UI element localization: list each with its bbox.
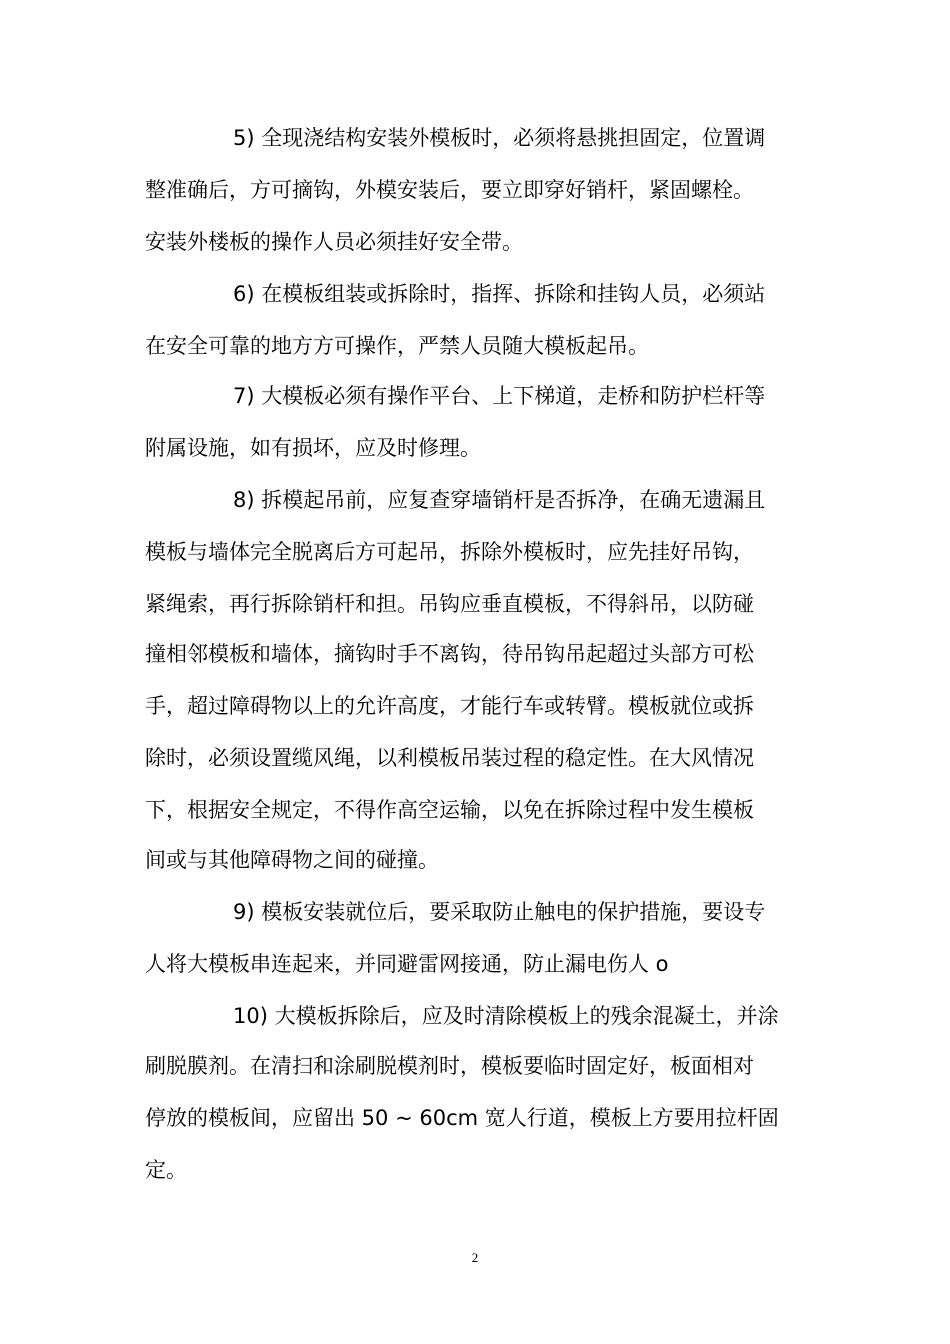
paragraph-7-line-2: 附属设施，如有损坏，应及时修理。: [145, 436, 481, 460]
paragraph-10-line-1: 10) 大模板拆除后，应及时清除模板上的残余混凝土，并涂: [233, 1004, 779, 1028]
paragraph-8-line-4: 撞相邻模板和墙体，摘钩时手不离钩，待吊钩吊起超过头部方可松: [145, 642, 754, 666]
paragraph-8-line-5: 手，超过障碍物以上的允许高度，才能行车或转臂。模板就位或拆: [145, 694, 754, 718]
paragraph-10-line-3: 停放的模板间，应留出 50 ~ 60cm 宽人行道，模板上方要用拉杆固: [145, 1106, 779, 1130]
paragraph-10-line-2: 刷脱膜剂。在清扫和涂刷脱模剂时，模板要临时固定好，板面相对: [145, 1054, 754, 1078]
paragraph-8-line-7: 下，根据安全规定，不得作高空运输，以免在拆除过程中发生模板: [145, 798, 754, 822]
paragraph-5-line-3: 安装外楼板的操作人员必须挂好安全带。: [145, 230, 523, 254]
paragraph-6-line-2: 在安全可靠的地方方可操作，严禁人员随大模板起吊。: [145, 334, 649, 358]
paragraph-5-line-2: 整准确后，方可摘钩，外模安装后，要立即穿好销杆，紧固螺栓。: [145, 178, 754, 202]
page-number: 2: [471, 1250, 479, 1265]
paragraph-5-line-1: 5) 全现浇结构安装外模板时，必须将悬挑担固定，位置调: [233, 126, 766, 150]
paragraph-9-line-2: 人将大模板串连起来，并同避雷网接通，防止漏电伤人 o: [145, 952, 669, 976]
paragraph-8-line-6: 除时，必须设置缆风绳，以利模板吊装过程的稳定性。在大风情况: [145, 746, 754, 770]
paragraph-9-line-1: 9) 模板安装就位后，要采取防止触电的保护措施，要设专: [233, 900, 766, 924]
paragraph-8-line-3: 紧绳索，再行拆除销杆和担。吊钩应垂直模板，不得斜吊，以防碰: [145, 592, 754, 616]
paragraph-10-line-4: 定。: [145, 1158, 187, 1182]
paragraph-6-line-1: 6) 在模板组装或拆除时，指挥、拆除和挂钩人员，必须站: [233, 282, 766, 306]
paragraph-8-line-1: 8) 拆模起吊前，应复查穿墙销杆是否拆净，在确无遗漏且: [233, 488, 766, 512]
paragraph-8-line-2: 模板与墙体完全脱离后方可起吊，拆除外模板时，应先挂好吊钩，: [145, 540, 754, 564]
paragraph-8-line-8: 间或与其他障碍物之间的碰撞。: [145, 848, 439, 872]
paragraph-7-line-1: 7) 大模板必须有操作平台、上下梯道，走桥和防护栏杆等: [233, 384, 766, 408]
